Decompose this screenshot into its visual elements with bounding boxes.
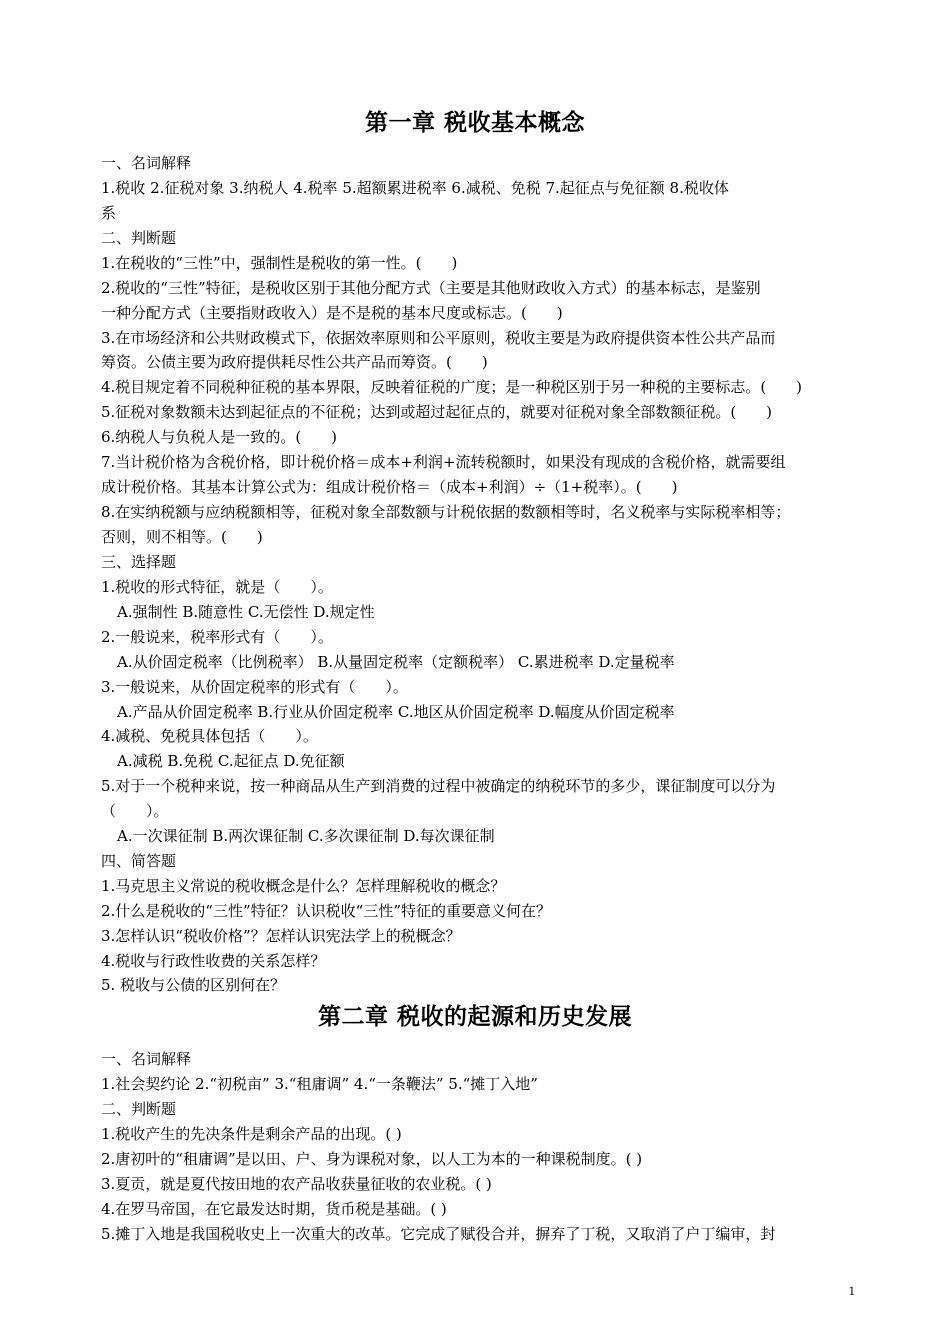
section-heading: 一、名词解释 bbox=[101, 154, 192, 172]
text-line: 1.在税收的“三性”中，强制性是税收的第一性。( ) bbox=[101, 254, 458, 272]
question-line: 5.对于一个税种来说，按一种商品从生产到消费的过程中被确定的纳税环节的多少，课征制度可以分为 bbox=[101, 777, 776, 795]
text-line: 2.唐初叶的“租庸调”是以田、户、身为课税对象，以人工为本的一种课税制度。( ) bbox=[101, 1150, 643, 1168]
section-heading: 四、简答题 bbox=[101, 852, 177, 870]
question-line: 3.怎样认识“税收价格”？怎样认识宪法学上的税概念？ bbox=[101, 927, 461, 945]
section-heading: 一、名词解释 bbox=[101, 1050, 192, 1068]
question-line: （ ）。 bbox=[101, 802, 169, 820]
question-line: 4.减税、免税具体包括（ ）。 bbox=[101, 727, 318, 745]
text-line: 成计税价格。其基本计算公式为：组成计税价格＝（成本+利润）÷（1+税率）。( ) bbox=[101, 478, 678, 496]
chapter-2-title: 第二章 税收的起源和历史发展 bbox=[317, 1004, 632, 1030]
text-line: 3.在市场经济和公共财政模式下，依据效率原则和公平原则，税收主要是为政府提供资本性公共产品而 bbox=[101, 329, 776, 347]
text-line: 5.摊丁入地是我国税收史上一次重大的改革。它完成了赋役合并，摒弃了丁税，又取消了户丁编审，封 bbox=[101, 1225, 776, 1243]
question-line: 3.一般说来，从价固定税率的形式有（ ）。 bbox=[101, 678, 408, 696]
question-line: 4.税收与行政性收费的关系怎样？ bbox=[101, 952, 326, 970]
options-line: A.产品从价固定税率 B.行业从价固定税率 C.地区从价固定税率 D.幅度从价固定税率 bbox=[117, 703, 675, 721]
text-line: 1.社会契约论 2.“初税亩” 3.“租庸调” 4.“一条鞭法” 5.“摊丁入地” bbox=[101, 1075, 538, 1093]
text-line: 4.税目规定着不同税种征税的基本界限，反映着征税的广度；是一种税区别于另一种税的主要标志。( ) bbox=[101, 378, 803, 396]
text-line: 1.税收产生的先决条件是剩余产品的出现。( ) bbox=[101, 1125, 402, 1143]
text-line: 筹资。公债主要为政府提供耗尽性公共产品而筹资。( ) bbox=[101, 353, 488, 371]
section-heading: 二、判断题 bbox=[101, 229, 177, 247]
question-line: 5. 税收与公债的区别何在？ bbox=[101, 976, 286, 994]
options-line: A.一次课征制 B.两次课征制 C.多次课征制 D.每次课征制 bbox=[117, 827, 495, 845]
question-line: 2.什么是税收的“三性”特征？认识税收“三性”特征的重要意义何在？ bbox=[101, 902, 551, 920]
question-line: 1.马克思主义常说的税收概念是什么？怎样理解税收的概念？ bbox=[101, 877, 506, 895]
chapter-1-title: 第一章 税收基本概念 bbox=[364, 110, 585, 136]
text-line: 5.征税对象数额未达到起征点的不征税；达到或超过起征点的，就要对征税对象全部数额征税。( ) bbox=[101, 403, 773, 421]
text-line: 6.纳税人与负税人是一致的。( ) bbox=[101, 428, 338, 446]
text-line: 8.在实纳税额与应纳税额相等，征税对象全部数额与计税依据的数额相等时，名义税率与实际税率相等； bbox=[101, 503, 791, 521]
text-line: 3.夏贡，就是夏代按田地的农产品收获量征收的农业税。( ) bbox=[101, 1175, 492, 1193]
options-line: A.强制性 B.随意性 C.无偿性 D.规定性 bbox=[117, 603, 375, 621]
question-line: 1.税收的形式特征，就是（ ）。 bbox=[101, 578, 333, 596]
text-line: 4.在罗马帝国，在它最发达时期，货币税是基础。( ) bbox=[101, 1200, 447, 1218]
text-line: 7.当计税价格为含税价格，即计税价格＝成本+利润+流转税额时，如果没有现成的含税价格，就需要组 bbox=[101, 453, 786, 471]
text-line: 否则，则不相等。( ) bbox=[101, 528, 263, 546]
section-heading: 二、判断题 bbox=[101, 1100, 177, 1118]
text-line: 1.税收 2.征税对象 3.纳税人 4.税率 5.超额累进税率 6.减税、免税 7.起征点与免征额 8.税收体 bbox=[101, 179, 729, 197]
section-heading: 三、选择题 bbox=[101, 553, 177, 571]
text-line: 系 bbox=[101, 204, 117, 222]
page-number: 1 bbox=[848, 1283, 855, 1298]
options-line: A.减税 B.免税 C.起征点 D.免征额 bbox=[117, 752, 345, 770]
text-line: 一种分配方式（主要指财政收入）是不是税的基本尺度或标志。( ) bbox=[101, 304, 563, 322]
text-line: 2.税收的“三性”特征，是税收区别于其他分配方式（主要是其他财政收入方式）的基本标志，是鉴别 bbox=[101, 279, 761, 297]
options-line: A.从价固定税率（比例税率） B.从量固定税率（定额税率） C.累进税率 D.定量税率 bbox=[117, 653, 675, 671]
question-line: 2.一般说来，税率形式有（ ）。 bbox=[101, 628, 333, 646]
